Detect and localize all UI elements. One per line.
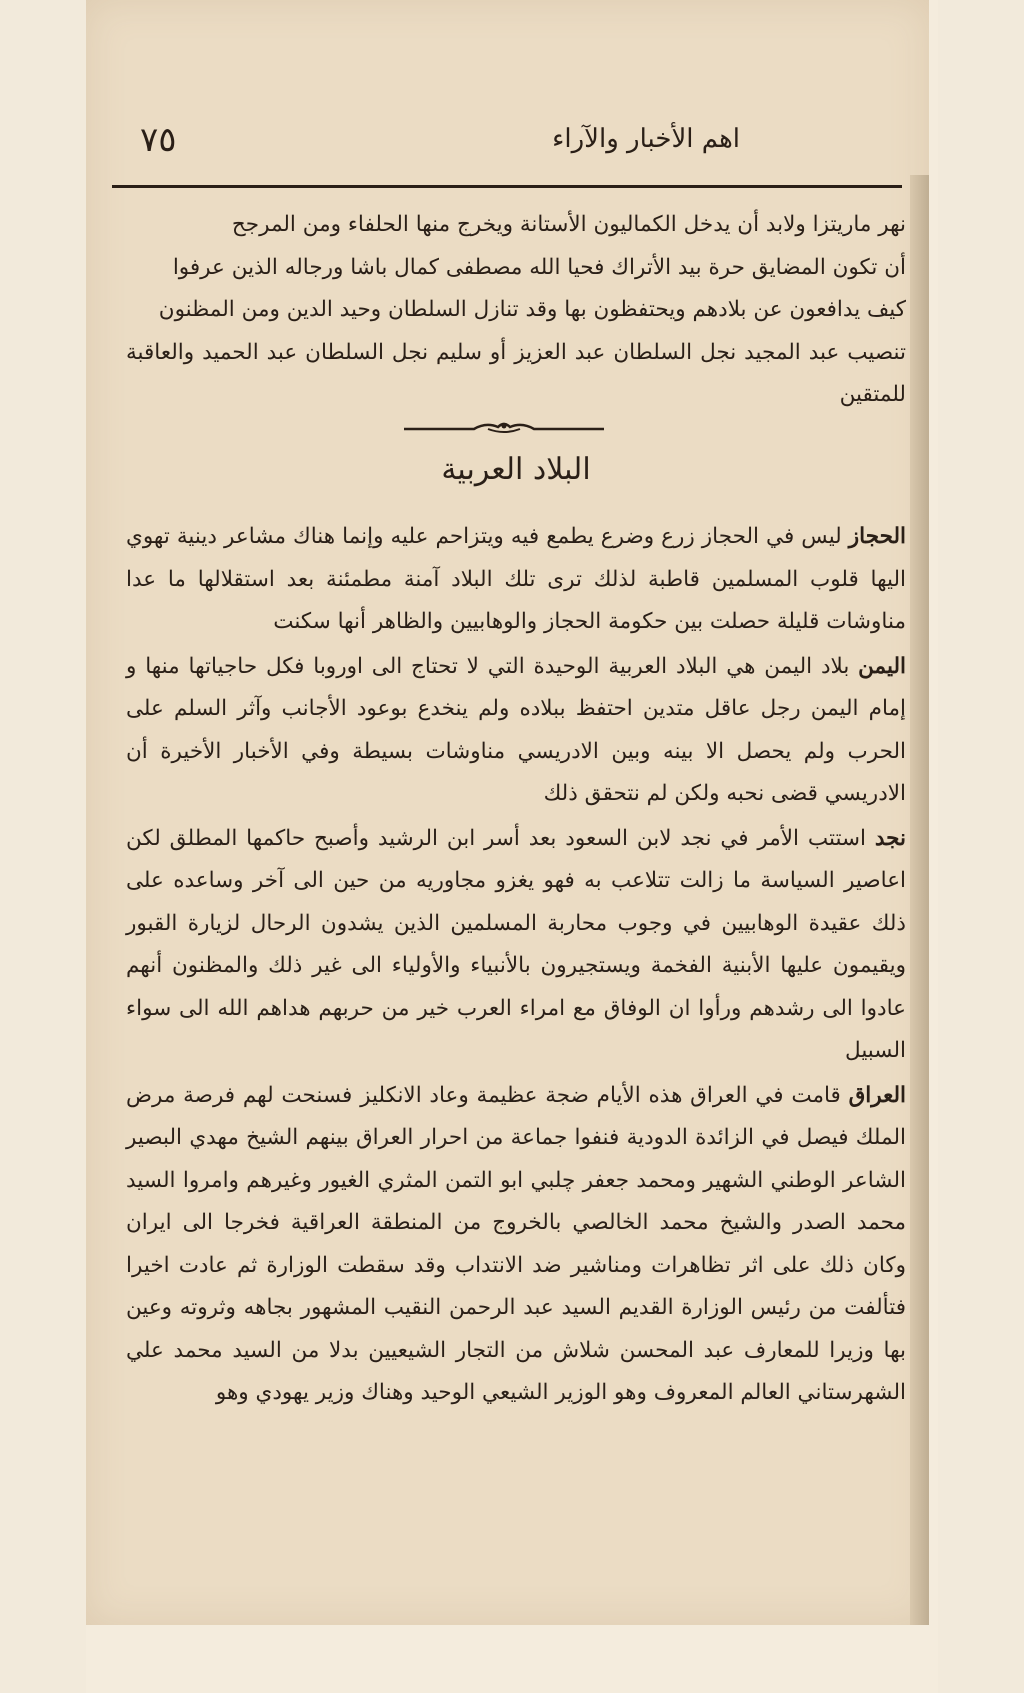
text-line: ما عدا مناوشات قليلة حصلت بين حكومة الحجاز والوهابيين والظاهر أنها سكنت [126,566,906,634]
text-line: وعين بها وزيرا للمعارف عبد المحسن شلاش من التجار الشيعيين بدلا من السيد محمد [126,1295,906,1363]
text-line: أنهم عادوا الى رشدهم ورأوا ان الوفاق مع امراء العرب خير من حربهم هداهم [126,953,906,1021]
text-line: البصير الشاعر الوطني الشهير ومحمد جعفر چلبي ابو التمن المثري الغيور وغيرهم وامروا [126,1125,906,1193]
main-text [126,516,906,1415]
text-line: على ذلك عقيدة الوهابيين في وجوب محاربة المسلمين الذين يشدون الرحال لزيارة القبور [126,868,906,936]
left-margin [0,0,86,1693]
text-line: بلاد اليمن هي البلاد العربية الوحيدة التي لا تحتاج الى اوروبا فكل [266,653,850,679]
text-line: قامت في العراق هذه الأيام ضجة عظيمة وعاد الانكليز فسنحت لهم فرصة [183,1082,841,1108]
text-line: الأخبار الأخيرة أن الادريسي قضى نحبه ولكن لم نتحقق ذلك [126,738,906,806]
section-ornament [404,418,604,436]
text-line: كيف يدافعون عن بلادهم ويحتفظون بها وقد تنازل السلطان وحيد الدين ومن المظنون [158,297,906,322]
paragraph-lead: الحجاز [848,524,907,549]
text-line: ليس في الحجاز زرع وضرع يطمع فيه ويتزاحم عليه وإنما هناك مشاعر [224,524,842,549]
text-line: تنصيب عبد المجيد نجل السلطان عبد العزيز أو سليم نجل السلطان عبد الحميد والعاقبة للمتقين [126,339,906,407]
paragraph-lead: العراق [848,1082,906,1108]
text-line: اخيرا فتألفت من رئيس الوزارة القديم السيد عبد الرحمن النقيب المشهور بجاهه وثروته [126,1252,906,1320]
text-line: الله الى سواء السبيل [126,995,906,1063]
text-line: دينية تهوي اليها قلوب المسلمين قاطبة لذلك ترى تلك البلاد آمنة مطمئنة بعد استقلالها [126,524,906,592]
text-line: أن تكون المضايق حرة بيد الأتراك فحيا الله مصطفى كمال باشا ورجاله الذين عرفوا [172,254,906,280]
paragraph-yemen [126,646,906,816]
text-line: استتب الأمر في نجد لابن السعود بعد أسر ابن الرشيد وأصبح حاكمها المطلق [169,825,866,851]
right-margin [938,0,1024,1693]
text-line: لكن اعاصير السياسة ما زالت تتلاعب به فهو يغزو مجاوريه من حين الى آخر وساعده [126,825,906,893]
page-header [120,118,880,168]
intro-paragraph [126,204,906,417]
text-line: نهر ماريتزا ولابد أن يدخل الكماليون الأستانة ويخرج منها الحلفاء ومن المرجح [231,212,906,237]
section-title: البلاد العربية [441,452,591,487]
text-line: ويقيمون عليها الأبنية الفخمة ويستجيرون بالأنبياء والأولياء الى غير ذلك والمظنون [171,953,906,978]
text-line: وآثر السلم على الحرب ولم يحصل الا بينه وبين الادريسي مناوشات بسيطة وفي [126,696,906,764]
text-line: حاجياتها منها و إمام اليمن رجل عاقل متدين احتفظ ببلاده ولم ينخدع بوعود الأجانب [126,653,906,721]
paragraph-lead: نجد [874,825,907,851]
text-line: مرض الملك فيصل في الزائدة الدودية فنفوا جماعة من احرار العراق بينهم الشيخ مهدي [126,1082,906,1150]
text-line: وكان ذلك على اثر تظاهرات ومناشير ضد الانتداب وقد سقطت الوزارة ثم عادت [178,1252,906,1278]
header-rule [112,185,902,188]
text-line: السيد محمد الصدر والشيخ محمد الخالصي بالخروج من المنطقة العراقية فخرجا الى ايران [126,1167,906,1235]
page-number: ٧٥ [140,120,177,160]
text-line: علي الشهرستاني العالم المعروف وهو الوزير الشيعي الوحيد وهناك وزير يهودي وهو [126,1337,906,1405]
running-title: اهم الأخبار والآراء [552,124,740,154]
page-edge-shadow [910,175,929,1625]
paragraph-lead: اليمن [858,653,906,679]
paragraph-najd [126,818,906,1073]
paragraph-hejaz [126,516,906,644]
paragraph-iraq [126,1075,906,1415]
